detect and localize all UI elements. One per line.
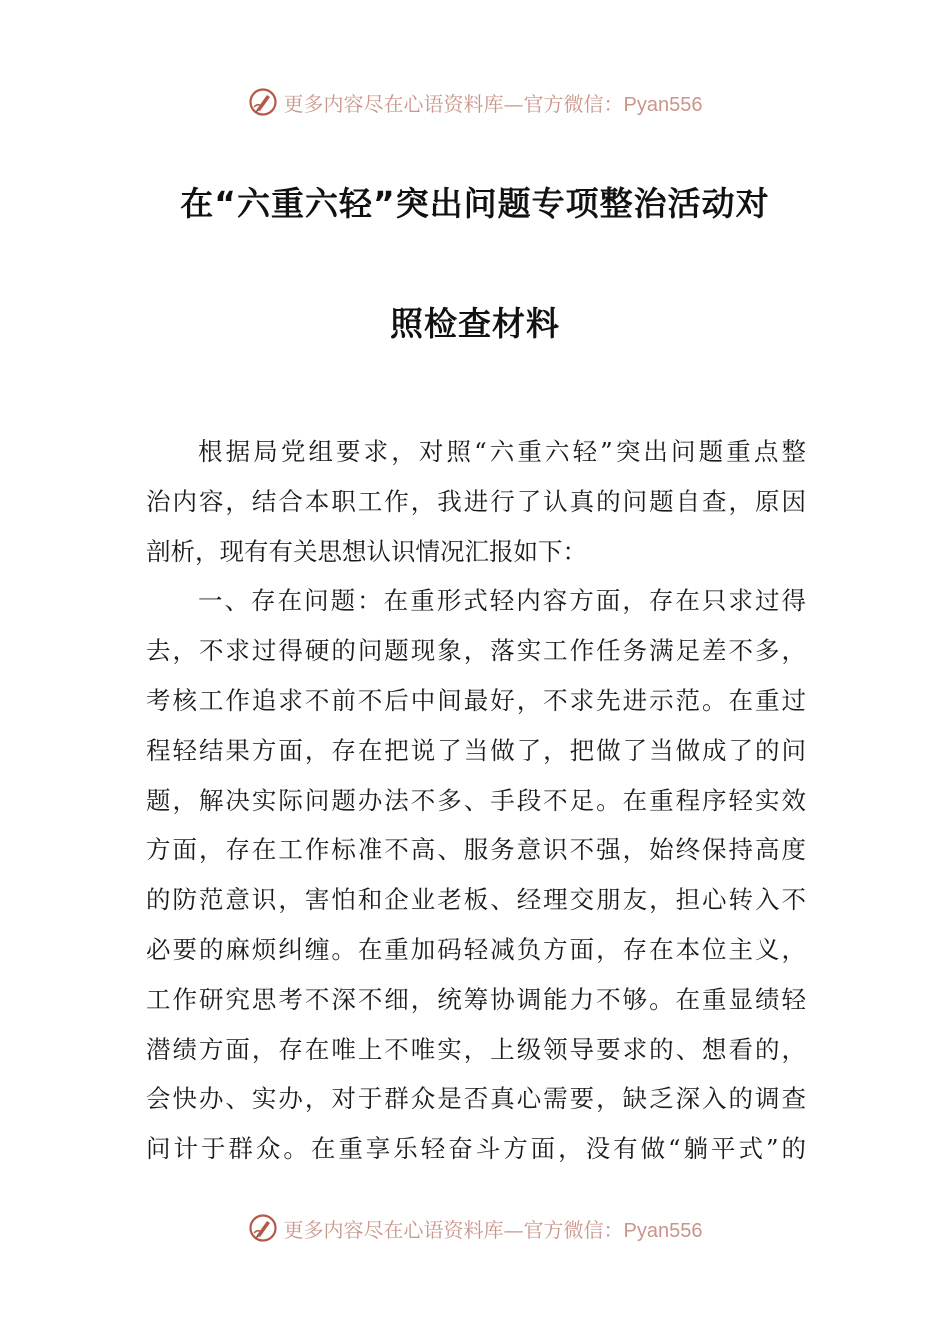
- body-line: 一、存在问题：在重形式轻内容方面，存在只求过得: [198, 586, 806, 616]
- body-line: 方面，存在工作标准不高、服务意识不强，始终保持高度: [146, 835, 806, 865]
- header-watermark: [0, 82, 950, 122]
- pen-logo-icon: [248, 1213, 278, 1243]
- watermark-prefix: 更多内容尽在心语资料库—官方微信：: [283, 1217, 624, 1242]
- watermark-prefix: 更多内容尽在心语资料库—官方微信：: [283, 91, 624, 116]
- body-line: 剖析，现有有关思想认识情况汇报如下：: [146, 536, 587, 566]
- body-line: 必要的麻烦纠缠。在重加码轻减负方面，存在本位主义，: [146, 934, 806, 964]
- footer-watermark: [0, 1208, 950, 1248]
- body-line: 题，解决实际问题办法不多、手段不足。在重程序轻实效: [146, 785, 806, 815]
- body-line: 去，不求过得硬的问题现象，落实工作任务满足差不多，: [146, 636, 806, 666]
- body-line: 会快办、实办，对于群众是否真心需要，缺乏深入的调查: [146, 1084, 806, 1114]
- body-line: 潜绩方面，存在唯上不唯实，上级领导要求的、想看的，: [146, 1034, 806, 1064]
- watermark-wechat-id: Pyan556: [623, 93, 703, 116]
- pen-logo-icon: [248, 87, 278, 117]
- body-line: 的防范意识，害怕和企业老板、经理交朋友，担心转入不: [146, 885, 806, 915]
- watermark-wechat-id: Pyan556: [623, 1219, 703, 1242]
- watermark-text: [284, 1214, 703, 1243]
- body-line: 根据局党组要求，对照“六重六轻”突出问题重点整: [198, 437, 806, 466]
- body-line: 程轻结果方面，存在把说了当做了，把做了当做成了的问: [146, 735, 806, 765]
- document-title-line-1: 在“六重六轻”突出问题专项整治活动对: [180, 184, 770, 223]
- body-line: 考核工作追求不前不后中间最好，不求先进示范。在重过: [146, 685, 806, 715]
- body-line: 问计于群众。在重享乐轻奋斗方面，没有做“躺平式”的: [146, 1134, 806, 1164]
- document-title-line-2: 照检查材料: [390, 304, 560, 343]
- body-line: 工作研究思考不深不细，统筹协调能力不够。在重显绩轻: [146, 984, 806, 1014]
- body-line: 治内容，结合本职工作，我进行了认真的问题自查，原因: [146, 486, 806, 516]
- document-body: [146, 427, 806, 1174]
- watermark-text: [284, 88, 703, 117]
